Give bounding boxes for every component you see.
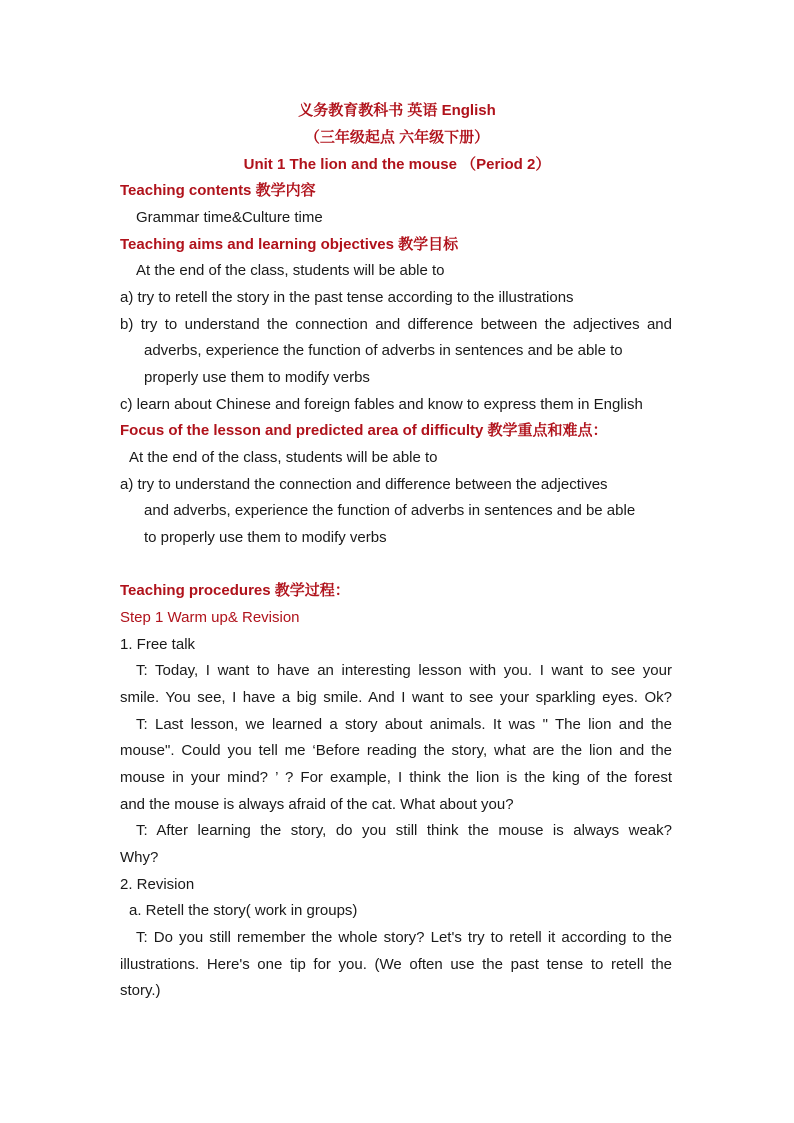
free-talk-heading: 1. Free talk [120,636,196,653]
aims-intro: At the end of the class, students will be able to [136,262,445,279]
focus-heading: Focus of the lesson and predicted area of difficulty 教学重点和难点： [120,422,608,439]
unit-title: Unit 1 The lion and the mouse （Period 2） [243,156,551,173]
paragraph-2-line1: T: Last lesson, we learned a story about animals. It was " The lion and the [136,716,672,733]
aims-item-b-line2: adverbs, experience the function of adverbs in sentences and be able to [144,342,623,359]
paragraph-3-line2: Why? [120,849,159,866]
paragraph-2-line2: mouse". Could you tell me ‘Before reading the story, what are the lion and the [120,742,672,759]
retell-subheading: a. Retell the story( work in groups) [129,902,358,919]
aims-item-a: a) try to retell the story in the past tense according to the illustrations [120,289,574,306]
focus-intro: At the end of the class, students will be able to [129,449,438,466]
book-title: 义务教育教科书 英语 English [298,102,496,119]
aims-item-b-line3: properly use them to modify verbs [144,369,370,386]
paragraph-4-line2: illustrations. Here's one tip for you. (We often use the past tense to retell the [120,956,672,973]
paragraph-4-line1: T: Do you still remember the whole story? Let's try to retell it according to the [136,929,672,946]
contents-heading: Teaching contents 教学内容 [120,182,316,199]
paragraph-3-line1: T: After learning the story, do you still think the mouse is always weak? [136,822,672,839]
focus-item-a-line1: a) try to understand the connection and difference between the adjectives [120,476,608,493]
procedures-heading: Teaching procedures 教学过程： [120,582,350,599]
aims-item-b-line1: b) try to understand the connection and difference between the adjectives and [120,316,672,333]
aims-heading: Teaching aims and learning objectives 教学目标 [120,236,459,253]
paragraph-1-line1: T: Today, I want to have an interesting lesson with you. I want to see your [136,662,672,679]
focus-item-a-line3: to properly use them to modify verbs [144,529,387,546]
contents-text: Grammar time&Culture time [136,209,323,226]
revision-heading: 2. Revision [120,876,195,893]
edition-subtitle: （三年级起点 六年级下册） [304,129,490,146]
paragraph-1-line2: smile. You see, I have a big smile. And I want to see your sparkling eyes. Ok? [120,689,672,706]
paragraph-4-line3: story.) [120,982,161,999]
aims-item-c: c) learn about Chinese and foreign fables and know to express them in English [120,396,643,413]
paragraph-2-line3: mouse in your mind? ’ ? For example, I think the lion is the king of the forest [120,769,672,786]
focus-item-a-line2: and adverbs, experience the function of adverbs in sentences and be able [144,502,636,519]
paragraph-2-line4: and the mouse is always afraid of the cat. What about you? [120,796,514,813]
step1-heading: Step 1 Warm up& Revision [120,609,300,626]
